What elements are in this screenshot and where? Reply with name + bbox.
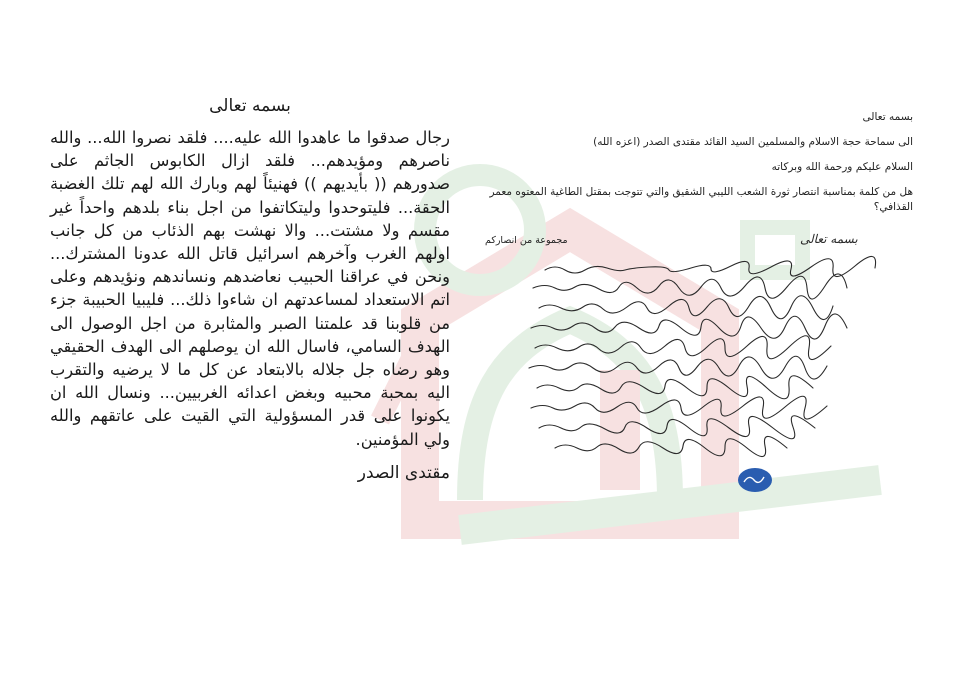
typed-statement xyxy=(50,96,450,483)
statement-body: رجال صدقوا ما عاهدوا الله عليه.... فلقد نصروا الله... والله ناصرهم ومؤيدهم... فلقد ازال الكابوس الجاثم على صدورهم (( بأيديهم )) فهنيئاً لهم وبارك الله لهم تلك الغضبة الحقة... فليتوحدوا وليتكاتفوا من اجل بناء بلدهم واحداً غير مقسم ولا مشتت... والا نهشت بهم الذئاب من كل جانب اولهم الغرب وآخرهم اسرائيل قاتل الله عدونا المشترك... ونحن في عراقنا الحبيب نعاضدهم ونساندهم ونؤيدهم وعلى اتم الاستعداد لمساعدتهم ان شاءوا ذلك... فليبيا الحبيبة جزء من قلوبنا قد علمتنا الصبر والمثابرة من اجل الوصول الى الهدف السامي، فاسال الله ان يوصلهم الى الهدف الحقيقي وهو رضاه جل جلاله بالابتعاد عن كل ما لا يرضيه والتقرب اليه بمحبة محبيه وبغض اعدائه الغربيين... ونسال الله ان يكونوا على قدر المسؤولية التي القيت على عاتقهم والله ولي المؤمنين. xyxy=(50,128,450,449)
statement-signature: مقتدى الصدر xyxy=(357,462,450,483)
statement-heading: بسمه تعالى xyxy=(209,96,291,116)
question-letter xyxy=(485,110,913,248)
letter-question: هل من كلمة بمناسبة انتصار ثورة الشعب الليبي الشقيق والتي تتوجت بمقتل الطاغية المعتوه معمر القذافي؟ xyxy=(489,186,913,213)
handwritten-heading: بسمه تعالى xyxy=(800,232,858,246)
letter-addressee: الى سماحة حجة الاسلام والمسلمين السيد القائد مقتدى الصدر (اعزه الله) xyxy=(593,136,913,148)
letter-greeting: السلام عليكم ورحمة الله وبركاته xyxy=(771,161,913,173)
letter-sender: مجموعة من انصاركم xyxy=(485,235,568,246)
handwritten-reply xyxy=(525,232,920,482)
signature-stamp xyxy=(736,466,774,494)
letter-header: بسمه تعالى xyxy=(862,111,913,123)
